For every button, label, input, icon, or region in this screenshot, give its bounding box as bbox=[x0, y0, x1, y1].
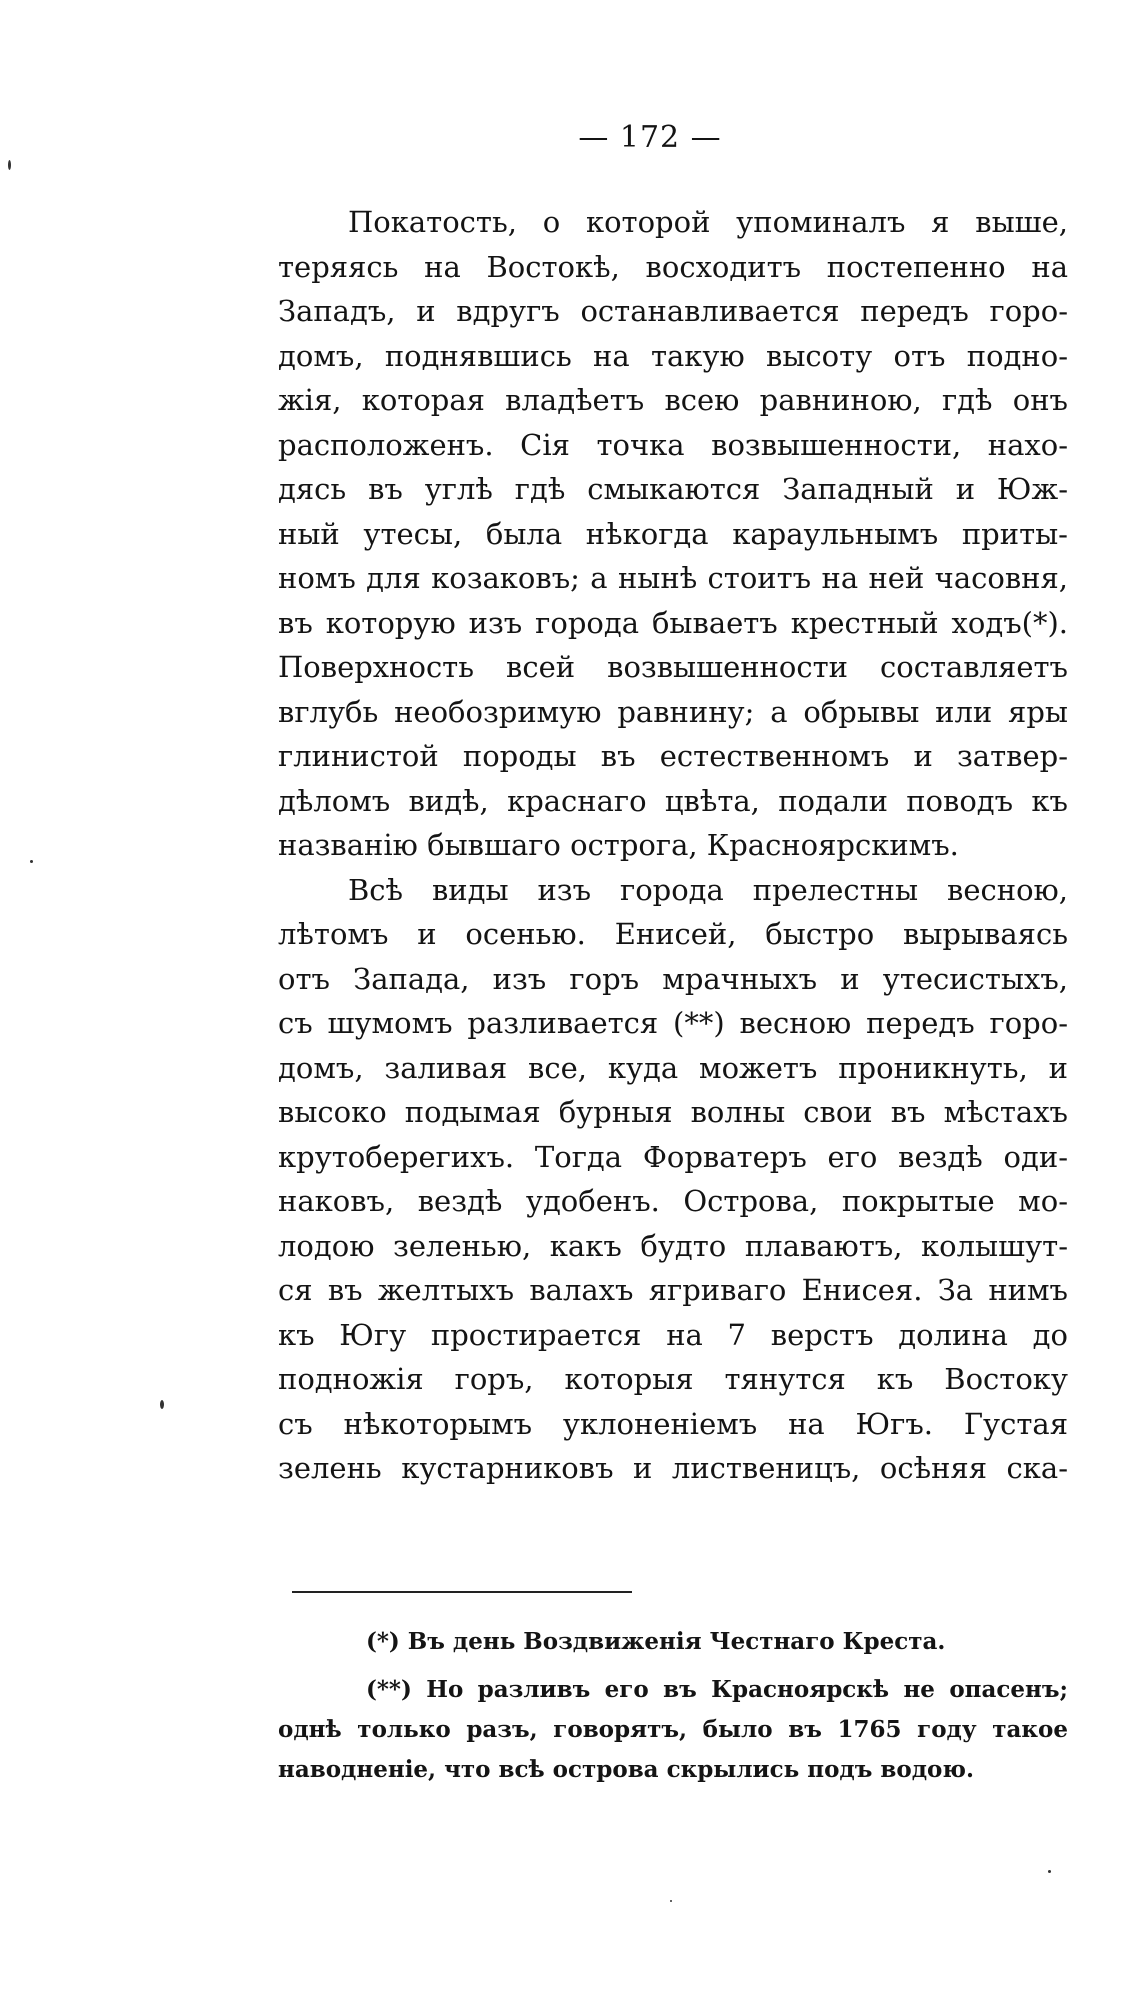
scan-speck bbox=[1048, 1870, 1051, 1873]
text-line: Всѣ виды изъ города прелестны весною, bbox=[348, 872, 1068, 907]
text-line: дѣломъ видѣ, краснаго цвѣта, подали поводъ къ bbox=[278, 783, 1068, 818]
footnote-line: (*) Въ день Воздвиженія Честнаго Креста. bbox=[366, 1628, 946, 1655]
text-line: крутоберегихъ. Тогда Форватеръ его вездѣ оди- bbox=[278, 1139, 1068, 1174]
text-line: домъ, заливая все, куда можетъ проникнуть, и bbox=[278, 1050, 1068, 1085]
scan-speck bbox=[670, 1900, 672, 1902]
text-line: ся въ желтыхъ валахъ ягриваго Енисея. За нимъ bbox=[278, 1273, 1068, 1307]
text-line: въ которую изъ города бываетъ крестный ходъ(*). bbox=[278, 605, 1068, 640]
text-line: съ нѣкоторымъ уклоненіемъ на Югъ. Густая bbox=[278, 1406, 1068, 1441]
text-line: зелень кустарниковъ и лиственицъ, осѣняя ска- bbox=[278, 1451, 1068, 1485]
footnotes bbox=[278, 1622, 1068, 1790]
footnote-line: (**) Но разливъ его въ Красноярскѣ не опасенъ; bbox=[366, 1676, 1068, 1703]
text-line: номъ для козаковъ; а нынѣ стоитъ на ней часовня, bbox=[278, 561, 1068, 595]
text-line: глинистой породы въ естественномъ и затвер- bbox=[278, 739, 1068, 773]
page-number: — 172 — bbox=[578, 120, 722, 155]
text-line: вглубь необозримую равнину; а обрывы или яры bbox=[278, 694, 1068, 729]
scan-speck bbox=[30, 860, 33, 863]
text-line: Покатость, о которой упоминалъ я выше, bbox=[348, 205, 1068, 239]
text-line: лѣтомъ и осенью. Енисей, быстро вырываясь bbox=[278, 917, 1068, 951]
text-line: наковъ, вездѣ удобенъ. Острова, покрытые мо- bbox=[278, 1184, 1068, 1218]
text-line: дясь въ углѣ гдѣ смыкаются Западный и Юж- bbox=[278, 472, 1068, 506]
text-line: ный утесы, была нѣкогда караульнымъ приты- bbox=[278, 516, 1068, 551]
paragraph bbox=[278, 200, 1068, 868]
text-line: лодою зеленью, какъ будто плаваютъ, колышут- bbox=[278, 1228, 1068, 1263]
text-line: съ шумомъ разливается (**) весною передъ горо- bbox=[278, 1006, 1068, 1040]
text-line: расположенъ. Сія точка возвышенности, нахо- bbox=[278, 427, 1068, 462]
footnote bbox=[278, 1622, 1068, 1662]
footnote bbox=[278, 1670, 1068, 1790]
text-line: отъ Запада, изъ горъ мрачныхъ и утесистыхъ, bbox=[278, 961, 1068, 996]
text-line: домъ, поднявшись на такую высоту отъ подно- bbox=[278, 338, 1068, 373]
scan-speck bbox=[160, 1400, 164, 1409]
footnote-divider bbox=[292, 1591, 632, 1593]
text-line: жія, которая владѣетъ всею равниною, гдѣ онъ bbox=[278, 383, 1068, 417]
paragraph bbox=[278, 868, 1068, 1491]
text-line: Западъ, и вдругъ останавливается передъ горо- bbox=[278, 294, 1068, 328]
text-line: высоко подымая бурныя волны свои въ мѣстахъ bbox=[278, 1095, 1068, 1129]
text-line: названію бывшаго острога, Красноярскимъ. bbox=[278, 828, 959, 862]
text-line: Поверхность всей возвышенности составляетъ bbox=[278, 650, 1068, 684]
text-line: теряясь на Востокѣ, восходитъ постепенно на bbox=[278, 249, 1068, 284]
text-line: подножія горъ, которыя тянутся къ Востоку bbox=[278, 1362, 1068, 1396]
scan-speck bbox=[8, 160, 11, 170]
main-text bbox=[278, 200, 1068, 1491]
footnote-line: однѣ только разъ, говорятъ, было въ 1765 году такое bbox=[278, 1716, 1068, 1743]
footnote-line: наводненіе, что всѣ острова скрылись подъ водою. bbox=[278, 1756, 974, 1783]
text-line: къ Югу простирается на 7 верстъ долина до bbox=[278, 1317, 1068, 1352]
